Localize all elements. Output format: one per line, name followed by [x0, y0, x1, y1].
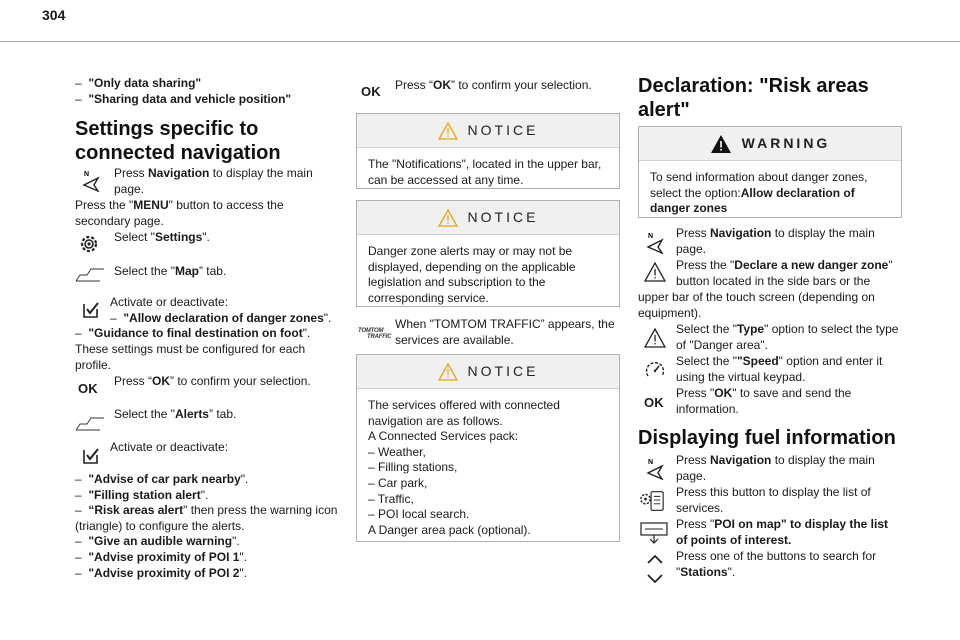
poi-on-map-icon: [639, 520, 669, 546]
section-heading: Declaration: "Risk areas alert": [638, 75, 869, 121]
warning-icon: [710, 134, 732, 154]
ok-icon: OK: [644, 395, 664, 410]
chevron-down-icon: [642, 566, 668, 592]
section-heading: Displaying fuel information: [638, 427, 896, 449]
list-item: – "Filling station alert".: [75, 487, 209, 502]
step-text: Press “OK” to confirm your selection.: [114, 374, 311, 388]
step-text: When "TOMTOM TRAFFIC” appears, the services are available.: [395, 317, 615, 347]
list-item: – "Only data sharing": [75, 76, 202, 90]
svg-text:N: N: [648, 233, 654, 240]
warning-icon: [642, 325, 668, 351]
warning-box: [638, 126, 902, 218]
step-text: Select "Settings".: [114, 230, 210, 244]
notice-body: Danger zone alerts may or may not be displayed, depending on the applicable legislation and subscription to the corresponding service.: [368, 244, 576, 305]
checkbox-icon: [78, 443, 104, 469]
step-text: Press Navigation to display the main page.: [114, 166, 313, 196]
list-item: – "Advise proximity of POI 1".: [75, 549, 248, 564]
list-item: – "Advise proximity of POI 2".: [75, 565, 248, 580]
list-item: – "Guidance to final destination on foot".: [75, 326, 311, 340]
ok-icon: OK: [78, 381, 98, 396]
step-text: Select the "Alerts” tab.: [114, 407, 237, 421]
step-text: Press this button to display the list of services.: [676, 485, 871, 515]
step-text: Press "POI on map" to display the list of points of interest.: [676, 517, 888, 547]
notice-box: [356, 113, 620, 189]
step-text: Activate or deactivate:: [110, 440, 229, 454]
list-item: – "Give an audible warning".: [75, 534, 240, 549]
step-text: Select the "Type" option to select the type of "Danger area".: [676, 322, 899, 352]
list-item: – "Advise of car park nearby".: [75, 472, 249, 486]
step-text: Press the "Declare a new danger zone" button located in the side bars or the: [676, 258, 893, 288]
step-text: Select the ""Speed" option and enter it using the virtual keypad.: [676, 354, 883, 384]
notice-box: [356, 354, 620, 542]
warning-icon: [438, 363, 458, 381]
warning-icon: [438, 122, 458, 140]
ok-icon: OK: [361, 84, 381, 99]
step-text: Press "OK" to save and send the information.: [676, 386, 852, 416]
speedometer-icon: [642, 357, 668, 383]
step-text: Activate or deactivate: – "Allow declaration of danger zones".: [110, 295, 332, 325]
notice-title: NOTICE: [357, 355, 619, 389]
step-text: Press “OK” to confirm your selection.: [395, 78, 592, 92]
step-text: Select the "Map” tab.: [114, 264, 227, 278]
note-text: These settings must be configured for each profile.: [75, 342, 306, 372]
warning-body: To send information about danger zones, select the option:Allow declaration of danger zones: [650, 170, 868, 216]
navigation-icon: [78, 167, 104, 193]
section-heading: Settings specific to connected navigation: [75, 118, 281, 164]
checkbox-icon: [78, 297, 104, 323]
notice-title: NOTICE: [357, 201, 619, 235]
tab-icon: [75, 411, 105, 437]
step-text: upper bar of the touch screen (depending on equipment).: [638, 290, 875, 320]
notice-title: NOTICE: [357, 114, 619, 148]
step-text: Press the "MENU" button to access the secondary page.: [75, 198, 284, 228]
tab-icon: [75, 262, 105, 288]
warning-title: WARNING: [639, 127, 901, 161]
navigation-icon: [642, 229, 668, 255]
list-item: – “Risk areas alert" then press the warning icon: [75, 503, 338, 518]
notice-body: The services offered with connected navigation are as follows. A Connected Services pack: – Weather, – Filling stations, – Car park, – Traffic, – POI local search. A Danger area pack (optional).: [368, 398, 560, 537]
svg-text:N: N: [84, 171, 90, 178]
step-text: Press Navigation to display the main page.: [676, 453, 875, 483]
navigation-icon: [642, 455, 668, 481]
warning-icon: [438, 209, 458, 227]
warning-icon: [642, 259, 668, 285]
settings-icon: [76, 231, 102, 257]
notice-box: [356, 200, 620, 307]
list-item: – "Sharing data and vehicle position": [75, 92, 292, 106]
header-divider: [0, 41, 960, 42]
tomtom-traffic-icon: TOMTOM TRAFFIC: [358, 328, 392, 340]
services-list-icon: [639, 488, 665, 514]
alert-list: [75, 472, 345, 581]
page-number: 304: [42, 7, 66, 23]
list-item-cont: (triangle) to configure the alerts.: [75, 518, 245, 533]
svg-text:N: N: [648, 459, 654, 466]
step-text: Press one of the buttons to search for "Stations".: [676, 549, 877, 579]
notice-body: The "Notifications", located in the upper bar, can be accessed at any time.: [368, 157, 602, 187]
step-text: Press Navigation to display the main page.: [676, 226, 875, 256]
